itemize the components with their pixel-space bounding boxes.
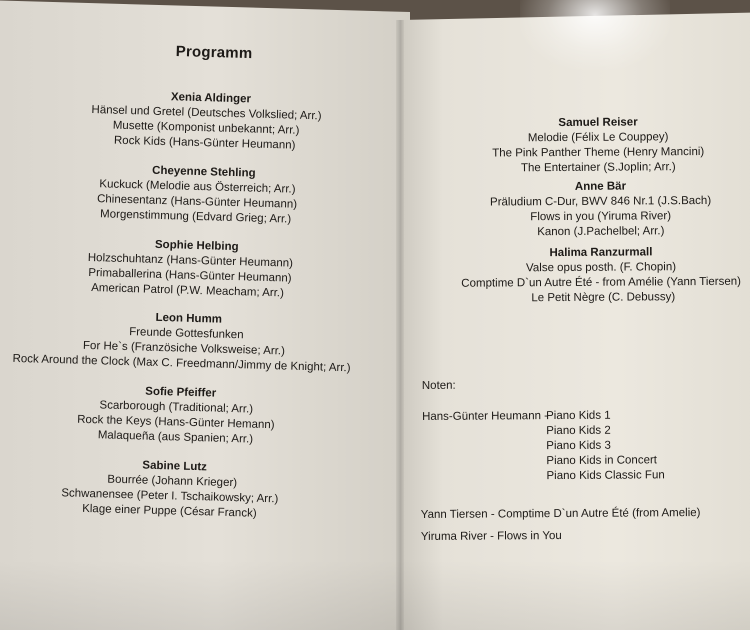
notes-extra-entry: Yann Tiersen - Comptime D`un Autre Été (from Amelie) xyxy=(420,507,701,521)
book-title: Piano Kids 3 xyxy=(546,439,611,453)
performer-name: Sofie Pfeiffer xyxy=(145,385,217,400)
piece-title: Rock the Keys (Hans-Günter Hemann) xyxy=(76,413,275,432)
piece-title: The Entertainer (S.Joplin; Arr.) xyxy=(520,161,676,175)
piece-title: Melodie (Félix Le Couppey) xyxy=(527,131,669,145)
piece-title: Holzschuhtanz (Hans-Günter Heumann) xyxy=(87,251,294,270)
piece-title: Flows in you (Yiruma River) xyxy=(530,210,672,224)
piece-title: For He`s (Französiche Volksweise; Arr.) xyxy=(82,339,286,358)
light-glare xyxy=(520,0,670,70)
notes-heading: Noten: xyxy=(421,379,456,392)
piece-title: Schwanensee (Peter I. Tschaikowsky; Arr.) xyxy=(61,487,279,506)
piece-title: Klage einer Puppe (César Franck) xyxy=(82,502,257,520)
piece-title: Chinesentanz (Hans-Günter Heumann) xyxy=(96,193,298,211)
notes-extra-entry: Yiruma River - Flows in You xyxy=(420,529,562,543)
piece-title: Morgenstimmung (Edvard Grieg; Arr.) xyxy=(99,208,292,226)
notes-author: Hans-Günter Heumann - xyxy=(422,410,549,423)
piece-title: Comptime D`un Autre Été - from Amélie (Yann Tiersen) xyxy=(461,275,742,290)
piece-title: The Pink Panther Theme (Henry Mancini) xyxy=(492,145,705,160)
book-title: Piano Kids in Concert xyxy=(546,454,658,468)
book-title: Piano Kids 1 xyxy=(546,409,611,423)
book-title: Piano Kids Classic Fun xyxy=(546,469,665,483)
program-title: Programm xyxy=(175,43,253,63)
performer-name: Xenia Aldinger xyxy=(170,91,252,106)
piece-title: Rock Around the Clock (Max C. Freedmann/Jimmy de Knight; Arr.) xyxy=(12,352,351,375)
piece-title: Scarborough (Traditional; Arr.) xyxy=(99,399,254,416)
piece-title: Musette (Komponist unbekannt; Arr.) xyxy=(112,119,300,137)
piece-title: Le Petit Nègre (C. Debussy) xyxy=(531,291,676,305)
bottom-shadow xyxy=(0,560,750,630)
piece-title: Freunde Gottesfunken xyxy=(128,326,244,342)
piece-title: Rock Kids (Hans-Günter Heumann) xyxy=(113,134,296,152)
piece-title: Präludium C-Dur, BWV 846 Nr.1 (J.S.Bach) xyxy=(489,194,712,209)
piece-title: Kuckuck (Melodie aus Österreich; Arr.) xyxy=(99,178,296,196)
book-title: Piano Kids 2 xyxy=(546,424,611,438)
performer-name: Cheyenne Stehling xyxy=(151,164,256,180)
piece-title: Kanon (J.Pachelbel; Arr.) xyxy=(537,225,665,239)
piece-title: Primaballerina (Hans-Günter Heumann) xyxy=(88,266,292,285)
performer-name: Samuel Reiser xyxy=(558,116,638,130)
piece-title: Malaqueña (aus Spanien; Arr.) xyxy=(97,429,254,446)
performer-name: Anne Bär xyxy=(574,180,627,193)
performer-name: Halima Ranzurmall xyxy=(549,246,653,260)
performer-name: Leon Humm xyxy=(155,311,223,326)
piece-title: Bourrée (Johann Krieger) xyxy=(107,473,238,490)
piece-title: Valse opus posth. (F. Chopin) xyxy=(525,261,677,275)
performer-name: Sophie Helbing xyxy=(154,238,239,254)
booklet-fold xyxy=(396,20,404,630)
performer-name: Sabine Lutz xyxy=(142,459,208,474)
piece-title: American Patrol (P.W. Meacham; Arr.) xyxy=(91,282,285,300)
piece-title: Hänsel und Gretel (Deutsches Volkslied; Arr.) xyxy=(91,103,322,123)
